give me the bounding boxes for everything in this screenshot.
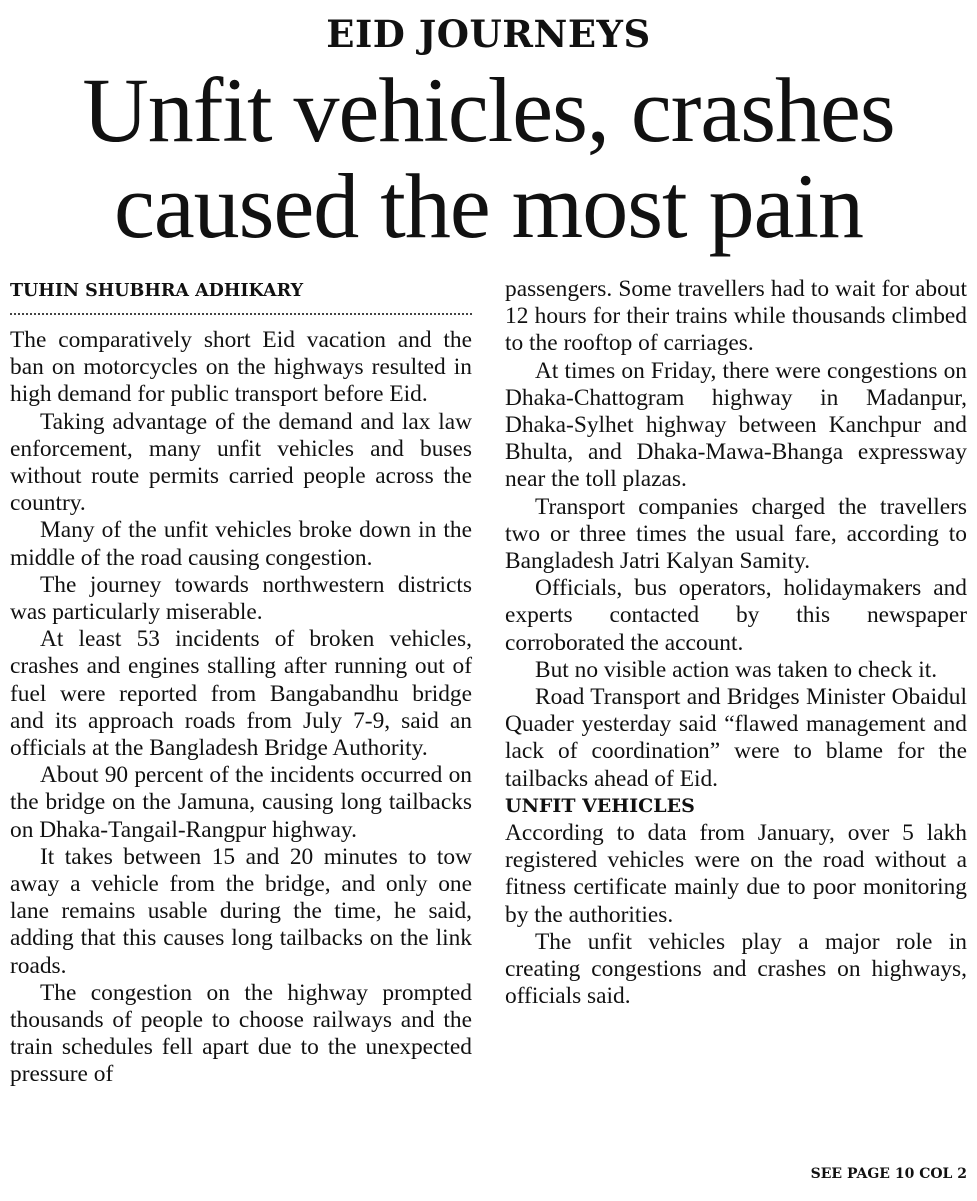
headline-line-2: caused the most pain [113, 155, 864, 257]
article-column-right [505, 276, 967, 1010]
paragraph: The comparatively short Eid vacation and the ban on motorcycles on the highways resulted in high demand for public transport before Eid. [10, 327, 472, 408]
paragraph: Many of the unfit vehicles broke down in the middle of the road causing congestion. [10, 517, 472, 571]
paragraph: According to data from January, over 5 lakh registered vehicles were on the road without a fitness certificate mainly due to poor monitoring by the authorities. [505, 820, 967, 928]
paragraph: About 90 percent of the incidents occurred on the bridge on the Jamuna, causing long tailbacks on Dhaka-Tangail-Rangpur highway. [10, 762, 472, 843]
article-column-left [10, 276, 472, 1089]
kicker: EID JOURNEYS [326, 12, 651, 56]
paragraph: Taking advantage of the demand and lax law enforcement, many unfit vehicles and buses without route permits carried people across the country. [10, 408, 472, 517]
paragraph-continued: passengers. Some travellers had to wait for about 12 hours for their trains while thousands climbed to the rooftop of carriages. [505, 276, 967, 357]
headline [0, 59, 977, 257]
paragraph: But no visible action was taken to check it. [535, 656, 938, 683]
paragraph: Officials, bus operators, holidaymakers and experts contacted by this newspaper corroborated the account. [505, 575, 967, 656]
headline-line-1: Unfit vehicles, crashes [82, 59, 895, 161]
paragraph: Transport companies charged the travellers two or three times the usual fare, according to Bangladesh Jatri Kalyan Samity. [505, 493, 967, 575]
jump-line: SEE PAGE 10 COL 2 [810, 1166, 967, 1182]
paragraph: It takes between 15 and 20 minutes to tow away a vehicle from the bridge, and only one lane remains usable during the time, he said, adding that this causes long tailbacks on the link roads. [10, 843, 472, 979]
paragraph: At times on Friday, there were congestions on Dhaka-Chattogram highway in Madanpur, Dhaka-Sylhet highway between Kanchpur and Bhulta, and Dhaka-Mawa-Bhanga expressway near the toll plazas. [505, 357, 967, 493]
paragraph: Road Transport and Bridges Minister Obaidul Quader yesterday said “flawed management and lack of coordination” were to blame for the tailbacks ahead of Eid. [505, 684, 967, 792]
byline: TUHIN SHUBHRA ADHIKARY [10, 276, 472, 315]
subhead: UNFIT VEHICLES [505, 794, 695, 817]
paragraph: The unfit vehicles play a major role in creating congestions and crashes on highways, officials said. [505, 928, 967, 1010]
paragraph: At least 53 incidents of broken vehicles, crashes and engines stalling after running out of fuel were reported from Bangabandhu bridge and its approach roads from July 7-9, said an officials at the Bangladesh Bridge Authority. [10, 626, 472, 762]
paragraph: The journey towards northwestern districts was particularly miserable. [10, 571, 472, 626]
paragraph: The congestion on the highway prompted thousands of people to choose railways and the train schedules fell apart due to the unexpected pressure of [10, 979, 472, 1088]
